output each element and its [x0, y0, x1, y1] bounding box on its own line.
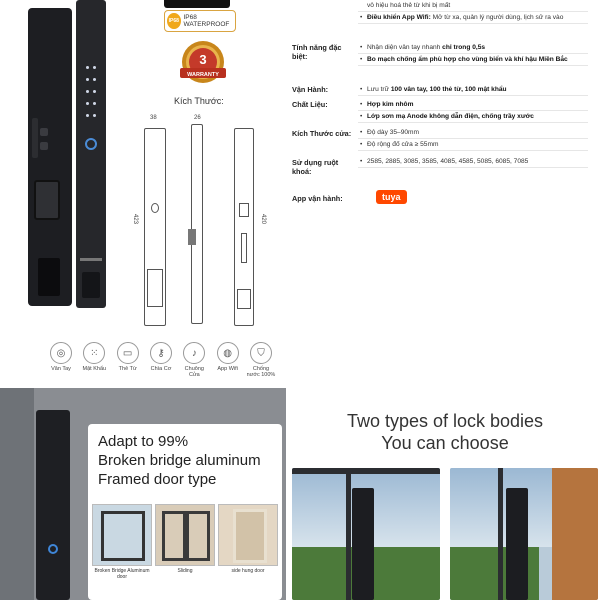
feature-item: [79, 342, 109, 382]
spec-label: Sử dụng ruột khoá:: [292, 158, 339, 176]
tuya-logo: tuya: [376, 190, 407, 204]
feature-item: [246, 342, 276, 382]
spec-text: Độ dày 35–90mm: [367, 129, 420, 136]
feature-item: [113, 342, 143, 382]
spec-values: [358, 156, 588, 168]
window-frame: [292, 468, 440, 474]
diagram-handle: [188, 229, 196, 245]
frame-shape: [162, 511, 186, 561]
door-thumb: [218, 504, 278, 584]
spec-bold: Hợp kim nhôm: [367, 101, 414, 108]
frame-shape: [233, 509, 267, 563]
keypad-dot: [86, 66, 89, 69]
lock-body-image: [506, 488, 528, 600]
fingerprint-icon: ◎: [50, 342, 72, 364]
spec-bold: chỉ trong 0,5s: [442, 44, 486, 51]
door-thumb-caption: Sliding: [177, 568, 193, 574]
lock-photo: [36, 410, 70, 600]
spec-text: Lưu trữ: [367, 86, 391, 93]
spec-label: Vận Hành:: [292, 85, 329, 94]
door-thumb-caption: Broken Bridge Aluminum door: [94, 568, 150, 580]
lock-inner-panel-image: [28, 8, 72, 306]
keypad-dot: [93, 114, 96, 117]
spec-item: [358, 12, 588, 24]
spec-item: [358, 99, 588, 111]
spec-values: [358, 0, 588, 24]
feature-label: Mật Khẩu: [82, 366, 107, 372]
spec-text: Nhận diện vân tay nhanh: [367, 44, 443, 51]
spec-table: [288, 0, 600, 212]
button-icon: [40, 142, 48, 150]
inner-handle: [34, 180, 60, 220]
feature-item: [146, 342, 176, 382]
shield-icon: ⛉: [250, 342, 272, 364]
lock-brand-plate: [80, 258, 102, 261]
feature-label: Chìa Cơ: [150, 366, 172, 372]
feature-icons-row: [46, 342, 276, 382]
door-thumb-image: [155, 504, 215, 566]
feature-label: Thẻ Từ: [118, 366, 137, 372]
ip68-badge: [164, 10, 236, 32]
wifi-icon: ◍: [217, 342, 239, 364]
spec-label: Kích Thước cửa:: [292, 129, 352, 138]
keypad-dot: [86, 102, 89, 105]
fingerprint-sensor-icon: [48, 544, 58, 554]
spec-text: Độ rộng đố cửa ≥ 55mm: [367, 141, 439, 148]
spec-values: [358, 127, 588, 151]
feature-item: [179, 342, 209, 382]
diagram-mortise: [239, 203, 249, 217]
spec-label: Chất Liệu:: [292, 100, 328, 109]
door-frame-image: [0, 388, 34, 600]
brand-badge: [164, 0, 230, 8]
keypad-dot: [86, 114, 89, 117]
spec-bold: Lớp sơn mạ Anode không dẫn điện, chống trầy xước: [367, 113, 534, 120]
lock-body-photo-1: [292, 468, 440, 600]
lock-body-photo-2: [450, 468, 598, 600]
spec-item: [358, 84, 588, 96]
back-diagram: [234, 128, 254, 326]
spec-bold: 100 vân tay, 100 thẻ từ, 100 mật khẩu: [390, 86, 507, 93]
dim-height-1: 423: [132, 213, 139, 225]
spec-label: App vận hành:: [292, 194, 343, 203]
card-icon: ▭: [117, 342, 139, 364]
dim-width-2: 26: [194, 115, 201, 121]
button-icon: [40, 128, 48, 136]
window-frame: [498, 468, 503, 600]
feature-item: [213, 342, 243, 382]
side-diagram: [191, 124, 203, 324]
promo-headline-line-2: Broken bridge aluminum: [98, 452, 261, 469]
promo-headline-line-3: Framed door type: [98, 471, 217, 488]
spec-item: [358, 127, 588, 139]
feature-label: Vân Tay: [51, 366, 71, 372]
product-panel: [0, 0, 280, 380]
wood-panel: [552, 468, 598, 600]
warranty-years: 3: [199, 52, 207, 67]
spec-item: [358, 156, 588, 168]
spec-values: [358, 42, 588, 66]
spec-values: [358, 84, 588, 96]
lock-outer-panel-image: [76, 0, 106, 308]
spec-text: Mở từ xa, quản lý người dùng, lịch sử ra vào: [430, 14, 564, 21]
diagram-sensor: [151, 203, 159, 213]
feature-label: Chống nước 100%: [246, 366, 276, 378]
door-type-thumbnails: [92, 504, 278, 584]
promo-lock-bodies-panel: [290, 388, 600, 600]
spec-text: vô hiệu hoá thẻ từ khi bị mất: [367, 2, 451, 9]
dim-height-2: 420: [260, 213, 267, 225]
diagram-bottom: [237, 289, 251, 309]
fingerprint-sensor-icon: [85, 138, 97, 150]
frame-shape: [186, 511, 210, 561]
spec-values: [358, 99, 588, 123]
lock-body-image: [352, 488, 374, 600]
keypad-dot: [93, 90, 96, 93]
promo-title: [290, 410, 600, 454]
door-thumb-image: [218, 504, 278, 566]
promo-headline-line-1: Adapt to 99%: [98, 433, 189, 450]
keypad-dot: [86, 90, 89, 93]
bell-icon: ♪: [183, 342, 205, 364]
front-diagram: [144, 128, 166, 326]
ip68-icon: IP68: [167, 13, 181, 29]
keypad-dot: [93, 102, 96, 105]
promo-title-line-2: You can choose: [381, 433, 509, 453]
key-icon: ⚷: [150, 342, 172, 364]
promo-adapt-panel: [0, 388, 286, 600]
feature-label: App Wifi: [217, 366, 238, 372]
promo-title-line-1: Two types of lock bodies: [346, 411, 544, 431]
frame-shape: [101, 511, 145, 561]
feature-item: [46, 342, 76, 382]
inner-bottom-plate: [38, 258, 60, 296]
diagram-slot: [241, 233, 247, 263]
ip68-label: IP68 WATERPROOF: [183, 14, 230, 28]
spec-item: [358, 139, 588, 151]
diagram-bottom: [147, 269, 163, 307]
keypad-icon: ⁙: [83, 342, 105, 364]
warranty-seal-icon: [176, 38, 230, 90]
spec-item: [358, 111, 588, 123]
window-frame: [346, 468, 351, 600]
spec-text: 2585, 2885, 3085, 3585, 4085, 4585, 5085, 6085, 7085: [367, 158, 529, 165]
keypad-dot: [93, 66, 96, 69]
spec-values: [358, 190, 588, 204]
spec-item: [358, 0, 588, 12]
size-title: Kích Thước:: [174, 96, 224, 106]
warranty-label: WARRANTY: [187, 72, 219, 78]
feature-label: Chuông Cửa: [184, 366, 204, 378]
keypad-dot: [86, 78, 89, 81]
spec-item: [358, 42, 588, 54]
door-thumb: [92, 504, 152, 584]
dim-width-1: 38: [150, 115, 157, 121]
door-thumb: [155, 504, 215, 584]
door-thumb-caption: side hung door: [231, 568, 265, 574]
spec-item: [358, 54, 588, 66]
battery-cover: [32, 118, 38, 158]
spec-bold: Điều khiển App Wifi:: [367, 14, 431, 21]
door-thumb-image: [92, 504, 152, 566]
keypad-dot: [93, 78, 96, 81]
spec-label: Tính năng đặc biệt:: [292, 43, 342, 61]
spec-bold: Bo mạch chống ẩm phù hợp cho vùng biển và khí hậu Miền Bắc: [367, 56, 568, 63]
outer-bottom-plate: [82, 272, 100, 298]
promo-headline: [98, 432, 261, 489]
